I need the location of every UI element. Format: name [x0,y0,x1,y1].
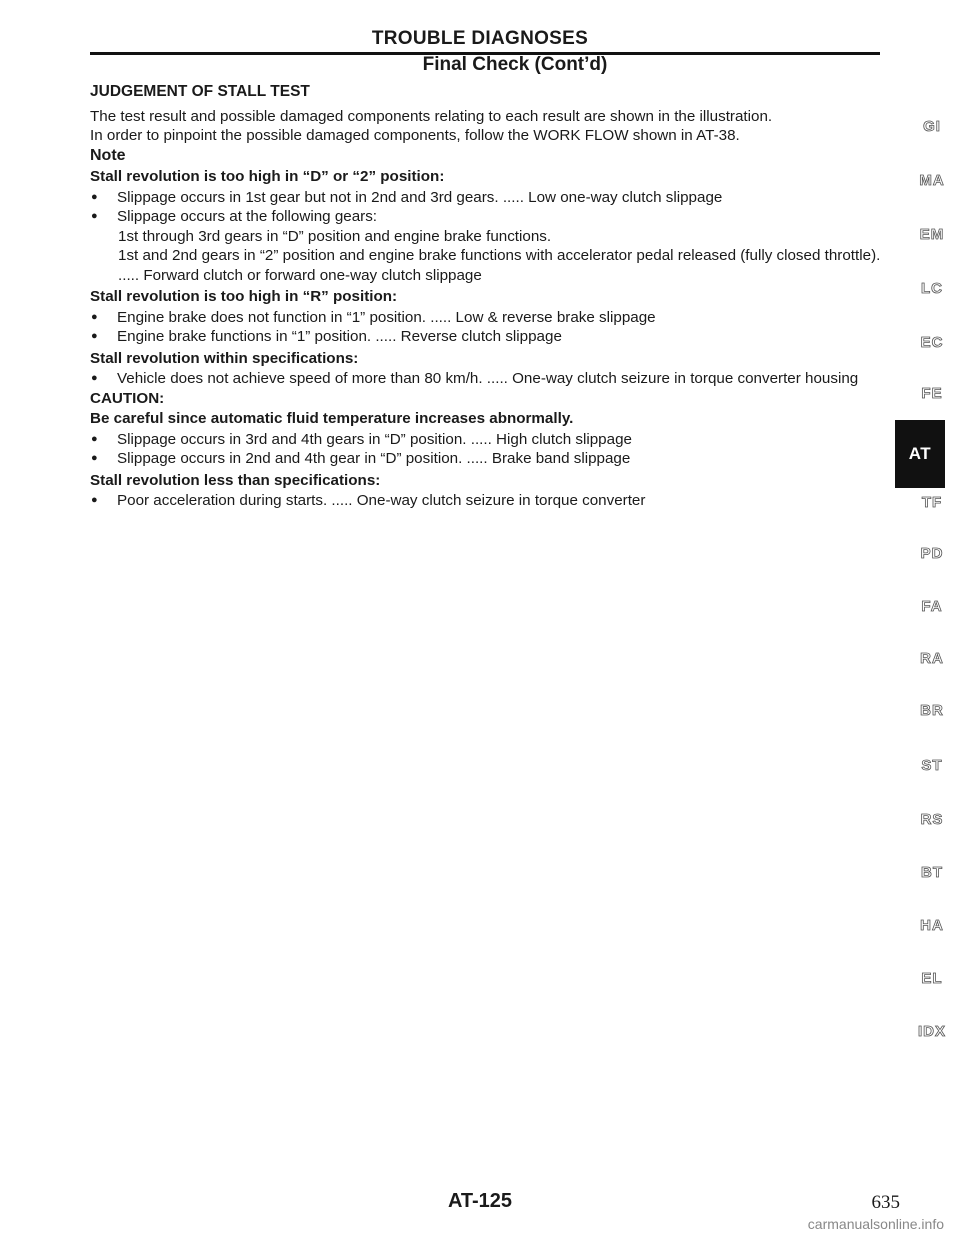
caution-text: Be careful since automatic fluid temperature increases abnormally. [90,410,574,427]
watermark: carmanualsonline.info [807,1216,944,1232]
caution-label: CAUTION: [90,389,165,407]
subsection-title: Final Check (Cont’d) [422,54,608,75]
tab-em[interactable]: EM [919,226,945,243]
tab-fa[interactable]: FA [921,598,943,615]
bullet-icon: ● [91,494,98,506]
sub-line: 1st through 3rd gears in “D” position and engine brake functions. [118,227,552,245]
bullet-icon: ● [91,210,98,222]
intro-line-2: In order to pinpoint the possible damaged components, follow the WORK FLOW shown in AT-38. [90,127,740,144]
page-code: AT-125 [447,1190,513,1212]
bullet-icon: ● [91,432,98,445]
intro-line-1: The test result and possible damaged components relating to each result are shown in the illustration. [90,107,773,125]
tab-ha[interactable]: HA [920,917,944,934]
page-number: 635 [871,1192,900,1213]
tab-ec[interactable]: EC [920,334,944,351]
sec4-title: Stall revolution less than specifications: [90,471,381,489]
list-item: ● Engine brake does not function in “1” position. ..... Low & reverse brake slippage [91,308,656,326]
tab-at-active[interactable]: AT [895,420,945,488]
list-item: ● Engine brake functions in “1” position. ..... Reverse clutch slippage [91,328,562,345]
bullet-icon: ● [91,310,98,323]
tab-el[interactable]: EL [921,970,943,987]
tab-st[interactable]: ST [921,757,943,774]
section-title: TROUBLE DIAGNOSES [371,28,589,49]
tab-rs[interactable]: RS [920,811,944,828]
tab-bt[interactable]: BT [921,864,943,881]
list-item: ● Slippage occurs in 2nd and 4th gear in “D” position. ..... Brake band slippage [91,450,631,467]
sec3-title: Stall revolution within specifications: [90,349,359,367]
list-item: ● Slippage occurs in 3rd and 4th gears in “D” position. ..... High clutch slippage [91,430,632,448]
document-body [90,82,900,511]
list-item: ● Slippage occurs at the following gears: [91,208,378,225]
bullet-icon: ● [91,452,98,464]
tab-ma[interactable]: MA [919,172,945,189]
tab-idx[interactable]: IDX [917,1023,946,1040]
tab-br[interactable]: BR [920,702,944,719]
tab-fe[interactable]: FE [921,385,943,402]
list-item: ● Vehicle does not achieve speed of more than 80 km/h. ..... One-way clutch seizure in torque converter housing [91,370,859,387]
tab-pd[interactable]: PD [920,545,944,562]
sec2-title: Stall revolution is too high in “R” position: [90,288,398,305]
tab-gi[interactable]: GI [923,118,941,135]
note-label: Note [90,146,126,164]
tab-tf[interactable]: TF [921,494,943,511]
bullet-icon: ● [91,372,98,384]
list-item: ● Poor acceleration during starts. ..... One-way clutch seizure in torque converter [91,492,646,509]
tab-lc[interactable]: LC [921,280,943,297]
list-item: ● Slippage occurs in 1st gear but not in 2nd and 3rd gears. ..... Low one-way clutch slippage [91,188,723,206]
main-heading: JUDGEMENT OF STALL TEST [90,83,310,100]
sec1-title: Stall revolution is too high in “D” or “2” position: [90,168,445,185]
bullet-icon: ● [91,330,98,342]
tab-ra[interactable]: RA [920,650,944,667]
section-index-sidebar [890,0,960,1242]
bullet-icon: ● [91,190,98,203]
sub-line: 1st and 2nd gears in “2” position and engine brake functions with accelerator pedal released (fully closed throttle). ..... Forward clutch or forward one-way clutch slippage [118,247,881,284]
